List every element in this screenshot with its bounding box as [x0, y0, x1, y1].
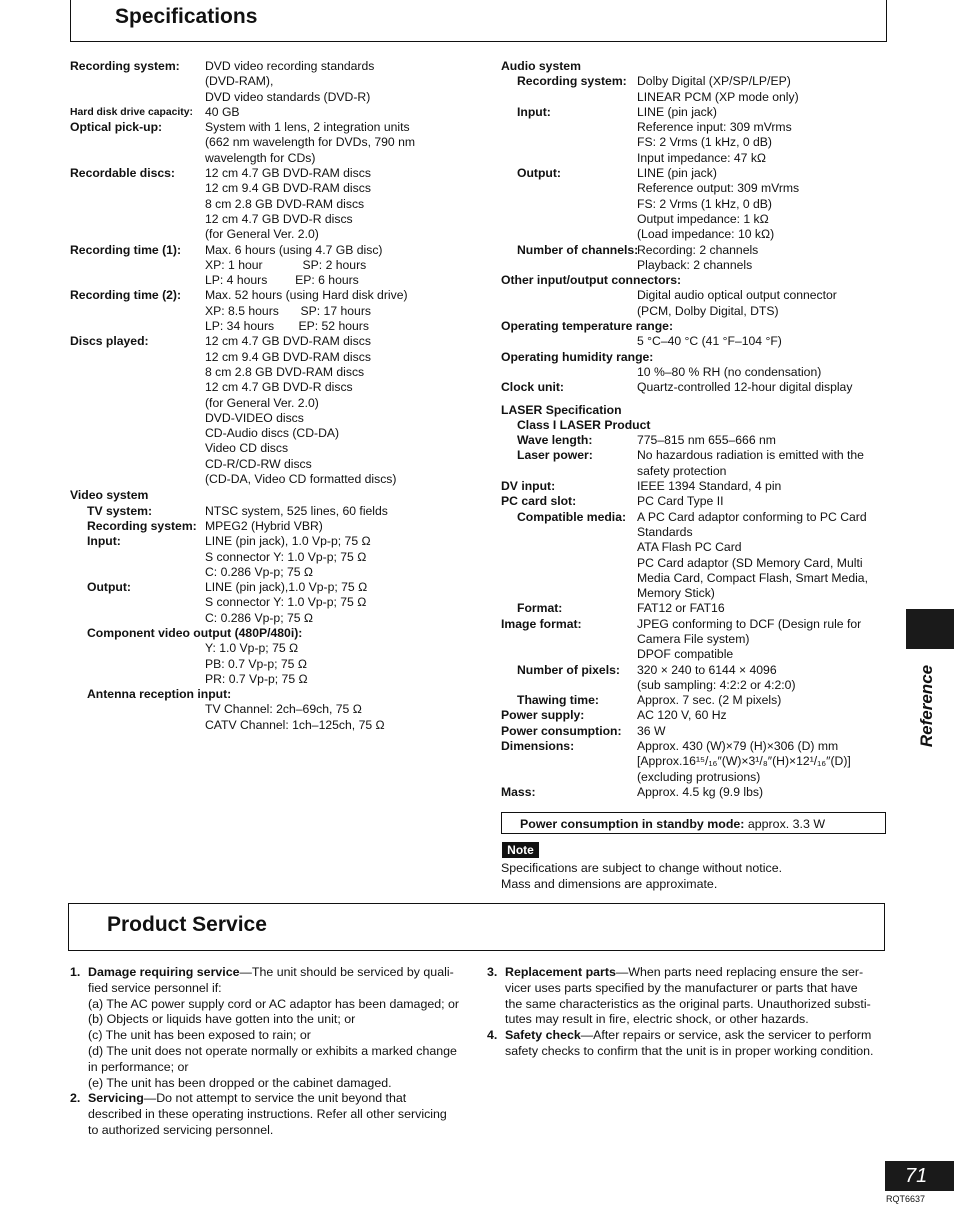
- spec-value-line: Input impedance: 47 kΩ: [637, 150, 767, 165]
- spec-value-line: Approx. 4.5 kg (9.9 lbs): [637, 784, 763, 799]
- spec-row: [70, 120, 470, 166]
- spec-value-line: 40 GB: [205, 104, 240, 119]
- spec-value-line: System with 1 lens, 2 integration units: [205, 120, 410, 135]
- service-item-number: 4.: [487, 1028, 498, 1043]
- service-item-line: [505, 997, 871, 1013]
- service-item-line: [505, 1028, 873, 1044]
- spec-label: Dimensions:: [501, 739, 575, 754]
- spec-value-line: LINE (pin jack): [637, 166, 717, 181]
- service-item: [70, 1091, 470, 1138]
- spec-value-line: C: 0.286 Vp-p; 75 Ω: [205, 610, 314, 625]
- spec-value-line: Memory Stick): [637, 586, 715, 601]
- spec-label: Input:: [87, 534, 121, 549]
- spec-row: [70, 243, 470, 289]
- misc-line: (PCM, Dolby Digital, DTS): [637, 303, 779, 318]
- spec-value-line: (excluding protrusions): [637, 769, 761, 784]
- service-item-line: [88, 1107, 447, 1123]
- service-item-line: [505, 1044, 873, 1060]
- spec-value: [637, 663, 796, 694]
- service-item-line: [88, 1044, 459, 1060]
- spec-value-line: XP: 8.5 hours SP: 17 hours: [205, 303, 371, 318]
- spec-label: Mass:: [501, 784, 536, 799]
- spec-label: Format:: [517, 601, 563, 616]
- spec-label: Recording system:: [517, 74, 627, 89]
- spec-row: [501, 693, 896, 708]
- service-item-text: (c) The unit has been exposed to rain; or: [88, 1028, 311, 1043]
- service-item-text: —When parts need replacing ensure the ser-: [615, 965, 864, 979]
- spec-label: Wave length:: [517, 433, 593, 448]
- service-item: [487, 1028, 887, 1060]
- spec-label: Input:: [517, 104, 551, 119]
- service-item-line: [88, 965, 459, 981]
- note-text: [501, 861, 782, 892]
- spec-label: Power supply:: [501, 708, 585, 723]
- spec-row: [501, 166, 896, 242]
- spec-value-line: DVD video standards (DVD-R): [205, 89, 371, 104]
- spec-row: [70, 59, 470, 105]
- right-spec-column: [501, 59, 896, 800]
- spec-label: Recording system:: [70, 59, 180, 73]
- spec-value-line: S connector Y: 1.0 Vp-p; 75 Ω: [205, 595, 367, 610]
- component-video-line: PB: 0.7 Vp-p; 75 Ω: [205, 656, 307, 671]
- spec-value-line: safety protection: [637, 463, 727, 478]
- spec-value-line: Media Card, Compact Flash, Smart Media,: [637, 570, 868, 585]
- service-item-title: Replacement parts: [505, 965, 616, 979]
- spec-row: [70, 288, 470, 334]
- service-item-line: [88, 1060, 459, 1076]
- spec-label: Thawing time:: [517, 693, 599, 708]
- spec-value-line: 12 cm 4.7 GB DVD-R discs: [205, 380, 353, 395]
- spec-label: Recording time (1):: [70, 242, 182, 257]
- section-title: Specifications: [115, 5, 258, 28]
- service-item-text: to authorized servicing personnel.: [88, 1122, 274, 1137]
- spec-value: [205, 105, 240, 120]
- laser-subheading: Class I LASER Product: [517, 417, 651, 432]
- reference-side-label: Reference: [917, 664, 936, 748]
- spec-value-line: FS: 2 Vrms (1 kHz, 0 dB): [637, 196, 772, 211]
- spec-value-line: 775–815 nm 655–666 nm: [637, 433, 776, 448]
- spec-value: [637, 380, 852, 395]
- specifications-header: [70, 0, 887, 42]
- service-item-title: Damage requiring service: [88, 965, 240, 979]
- spec-label: Hard disk drive capacity:: [70, 106, 194, 118]
- spec-value-line: No hazardous radiation is emitted with the: [637, 448, 864, 463]
- service-right-column: [487, 965, 887, 1060]
- spec-value-line: 12 cm 4.7 GB DVD-RAM discs: [205, 334, 371, 349]
- service-item-text: —After repairs or service, ask the servicer to perform: [580, 1028, 872, 1043]
- spec-value: [637, 785, 763, 800]
- page-number: 71: [885, 1161, 954, 1191]
- spec-label: Recording system:: [87, 518, 197, 533]
- service-item-text: —Do not attempt to service the unit beyond that: [143, 1091, 407, 1106]
- service-item-text: (d) The unit does not operate normally or exhibits a marked change: [88, 1043, 457, 1058]
- spec-row: [501, 724, 896, 739]
- spec-row: [70, 519, 470, 534]
- service-item-body: [505, 1028, 873, 1060]
- misc-heading: Operating temperature range:: [501, 319, 674, 334]
- spec-value: [205, 580, 367, 626]
- service-item-line: [505, 1012, 871, 1028]
- spec-value-line: Recording: 2 channels: [637, 242, 759, 257]
- spec-value: [637, 433, 776, 448]
- spec-value-line: [Approx.16¹⁵/₁₆″(W)×3¹/₈″(H)×12¹/₁₆″(D)]: [637, 754, 851, 769]
- spec-value: [637, 601, 725, 616]
- spec-value-line: LP: 34 hours EP: 52 hours: [205, 319, 369, 334]
- video-system-heading: Video system: [70, 488, 149, 503]
- spec-value: [205, 59, 374, 105]
- spec-value-line: PC Card adaptor (SD Memory Card, Multi: [637, 555, 863, 570]
- spec-value-line: 8 cm 2.8 GB DVD-RAM discs: [205, 196, 365, 211]
- service-item: [70, 965, 470, 1091]
- spec-value-line: A PC Card adaptor conforming to PC Card: [637, 509, 867, 524]
- clock-value: Quartz-controlled 12-hour digital display: [637, 380, 853, 395]
- spec-value-line: 12 cm 4.7 GB DVD-RAM discs: [205, 166, 371, 181]
- spec-row: [501, 663, 896, 694]
- spec-row: [70, 166, 470, 242]
- service-item-line: [88, 1076, 459, 1092]
- service-item-number: 2.: [70, 1091, 81, 1106]
- spec-value-line: LINE (pin jack): [637, 104, 717, 119]
- misc-heading: Operating humidity range:: [501, 349, 654, 364]
- spec-value: [205, 120, 415, 166]
- spec-value: [637, 739, 851, 785]
- spec-value-line: 12 cm 9.4 GB DVD-RAM discs: [205, 349, 371, 364]
- component-video-line: Y: 1.0 Vp-p; 75 Ω: [205, 641, 299, 656]
- spec-label: Number of channels:: [517, 242, 639, 257]
- spec-label: Compatible media:: [517, 509, 627, 524]
- spec-value-line: FAT12 or FAT16: [637, 601, 725, 616]
- standby-power-box: [501, 812, 886, 834]
- misc-line: 10 %–80 % RH (no condensation): [637, 364, 822, 379]
- spec-value-line: wavelength for CDs): [205, 150, 316, 165]
- spec-row: [501, 380, 896, 395]
- spec-row: [501, 448, 896, 479]
- spec-label: Laser power:: [517, 448, 593, 463]
- service-item-text: vicer uses parts specified by the manufacturer or parts that have: [505, 980, 858, 995]
- spec-row: [501, 243, 896, 274]
- spec-value: [637, 243, 758, 274]
- spec-value: [637, 510, 868, 602]
- spec-row: [501, 479, 896, 494]
- spec-value-line: (Load impedance: 10 kΩ): [637, 227, 775, 242]
- spec-value-line: 12 cm 9.4 GB DVD-RAM discs: [205, 181, 371, 196]
- spec-value: [637, 494, 723, 509]
- service-item-number: 1.: [70, 965, 81, 979]
- service-item-text: fied service personnel if:: [88, 980, 222, 995]
- section-title: Product Service: [107, 913, 267, 936]
- service-item-text: described in these operating instructions. Refer all other servicing: [88, 1107, 447, 1122]
- spec-label: Optical pick-up:: [70, 120, 163, 135]
- spec-value: [637, 448, 864, 479]
- spec-value-line: Playback: 2 channels: [637, 257, 753, 272]
- spec-value-line: LINEAR PCM (XP mode only): [637, 89, 799, 104]
- service-item-line: [88, 1091, 447, 1107]
- spec-row: [70, 580, 470, 626]
- spec-value-line: S connector Y: 1.0 Vp-p; 75 Ω: [205, 549, 367, 564]
- service-item-title: Safety check: [505, 1028, 581, 1043]
- spec-row: [70, 504, 470, 519]
- service-item-body: [88, 1091, 447, 1138]
- spec-value-line: DVD-VIDEO discs: [205, 410, 304, 425]
- service-item-text: (b) Objects or liquids have gotten into the unit; or: [88, 1012, 356, 1027]
- misc-heading: Other input/output connectors:: [501, 273, 682, 288]
- service-item-text: (a) The AC power supply cord or AC adaptor has been damaged; or: [88, 996, 460, 1011]
- service-item-line: [88, 997, 459, 1013]
- spec-label: DV input:: [501, 479, 556, 494]
- spec-label: Clock unit:: [501, 380, 564, 395]
- spec-value-line: DVD video recording standards: [205, 59, 375, 73]
- spec-row: [501, 510, 896, 602]
- spec-value: [205, 243, 382, 289]
- spec-value-line: (for General Ver. 2.0): [205, 227, 319, 242]
- component-video-heading: Component video output (480P/480i):: [87, 625, 303, 640]
- spec-value-line: (sub sampling: 4:2:2 or 4:2:0): [637, 677, 796, 692]
- spec-value-line: (DVD-RAM),: [205, 74, 274, 89]
- spec-label: PC card slot:: [501, 494, 577, 509]
- spec-row: [501, 494, 896, 509]
- spec-row: [70, 334, 470, 487]
- spec-value-line: IEEE 1394 Standard, 4 pin: [637, 479, 782, 494]
- spec-value-line: Max. 6 hours (using 4.7 GB disc): [205, 242, 383, 257]
- spec-value-line: ATA Flash PC Card: [637, 540, 742, 555]
- spec-value-line: PC Card Type II: [637, 494, 724, 509]
- component-video-line: PR: 0.7 Vp-p; 75 Ω: [205, 671, 308, 686]
- spec-label: Discs played:: [70, 334, 149, 349]
- service-item-text: (e) The unit has been dropped or the cabinet damaged.: [88, 1075, 392, 1090]
- spec-value-line: MPEG2 (Hybrid VBR): [205, 518, 323, 533]
- antenna-heading: Antenna reception input:: [87, 687, 232, 702]
- spec-value: [205, 534, 371, 580]
- spec-value-line: LP: 4 hours EP: 6 hours: [205, 273, 359, 288]
- misc-line: Digital audio optical output connector: [637, 288, 837, 303]
- service-item: [487, 965, 887, 1028]
- spec-value-line: NTSC system, 525 lines, 60 fields: [205, 503, 388, 518]
- spec-label: TV system:: [87, 503, 153, 518]
- document-code: RQT6637: [886, 1194, 926, 1204]
- spec-value-line: CD-Audio discs (CD-DA): [205, 426, 340, 441]
- service-item-number: 3.: [487, 965, 498, 979]
- spec-value-line: Reference input: 309 mVrms: [637, 120, 792, 135]
- spec-value-line: Approx. 7 sec. (2 M pixels): [637, 693, 782, 708]
- spec-value: [637, 693, 781, 708]
- spec-value-line: Reference output: 309 mVrms: [637, 181, 800, 196]
- spec-row: [501, 708, 896, 723]
- service-item-body: [505, 965, 871, 1028]
- spec-value-line: Max. 52 hours (using Hard disk drive): [205, 288, 408, 303]
- service-item-text: the same characteristics as the original parts. Unauthorized substi-: [505, 996, 871, 1011]
- note-line: Mass and dimensions are approximate.: [501, 876, 718, 891]
- spec-value-line: Approx. 430 (W)×79 (H)×306 (D) mm: [637, 739, 839, 754]
- spec-value-line: CD-R/CD-RW discs: [205, 456, 312, 471]
- service-item-line: [505, 965, 871, 981]
- spec-value-line: Video CD discs: [205, 441, 289, 456]
- note-line: Specifications are subject to change without notice.: [501, 861, 783, 875]
- spec-value: [637, 617, 861, 663]
- spec-value-line: (CD-DA, Video CD formatted discs): [205, 472, 397, 487]
- spec-value-line: Camera File system): [637, 631, 750, 646]
- spec-label: Image format:: [501, 616, 582, 631]
- left-spec-column: [70, 59, 470, 733]
- spec-value-line: (662 nm wavelength for DVDs, 790 nm: [205, 135, 415, 150]
- spec-value: [205, 166, 371, 242]
- standby-label: Power consumption in standby mode:: [520, 817, 745, 831]
- spec-value-line: (for General Ver. 2.0): [205, 395, 319, 410]
- spec-value: [637, 166, 799, 242]
- spec-label: Number of pixels:: [517, 662, 620, 677]
- spec-value-line: 12 cm 4.7 GB DVD-R discs: [205, 211, 353, 226]
- spec-value: [637, 74, 799, 105]
- misc-line: 5 °C–40 °C (41 °F–104 °F): [637, 334, 782, 349]
- spec-value-line: 36 W: [637, 723, 666, 738]
- service-item-line: [505, 981, 871, 997]
- service-item-text: safety checks to confirm that the unit is in proper working condition.: [505, 1043, 874, 1058]
- spec-value-line: Dolby Digital (XP/SP/LP/EP): [637, 74, 791, 89]
- service-item-line: [88, 981, 459, 997]
- spec-value-line: AC 120 V, 60 Hz: [637, 708, 727, 723]
- spec-value: [205, 504, 388, 519]
- service-item-text: tutes may result in fire, electric shock, or other hazards.: [505, 1012, 809, 1027]
- standby-value: approx. 3.3 W: [744, 817, 826, 831]
- spec-row: [501, 739, 896, 785]
- spec-row: [70, 534, 470, 580]
- audio-system-heading: Audio system: [501, 59, 581, 73]
- service-item-line: [88, 1012, 459, 1028]
- service-left-column: [70, 965, 470, 1139]
- service-item-body: [88, 965, 459, 1091]
- spec-value: [205, 519, 323, 534]
- note-badge: Note: [502, 842, 539, 858]
- spec-value-line: DPOF compatible: [637, 647, 734, 662]
- service-item-text: —The unit should be serviced by quali-: [239, 965, 454, 979]
- spec-label: Output:: [87, 580, 131, 595]
- spec-value-line: LINE (pin jack), 1.0 Vp-p; 75 Ω: [205, 534, 371, 549]
- spec-value-line: LINE (pin jack),1.0 Vp-p; 75 Ω: [205, 580, 368, 595]
- spec-row: [501, 785, 896, 800]
- service-item-title: Servicing: [88, 1091, 144, 1106]
- spec-label: Recordable discs:: [70, 166, 175, 181]
- spec-value-line: JPEG conforming to DCF (Design rule for: [637, 616, 862, 631]
- spec-row: [501, 617, 896, 663]
- antenna-line: TV Channel: 2ch–69ch, 75 Ω: [205, 702, 362, 717]
- spec-row: [501, 433, 896, 448]
- spec-row: [501, 74, 896, 105]
- spec-value-line: FS: 2 Vrms (1 kHz, 0 dB): [637, 135, 772, 150]
- service-item-line: [88, 1123, 447, 1139]
- spec-label: Recording time (2):: [70, 288, 182, 303]
- spec-value-line: C: 0.286 Vp-p; 75 Ω: [205, 564, 314, 579]
- service-item-text: in performance; or: [88, 1059, 189, 1074]
- spec-value: [205, 288, 408, 334]
- spec-value-line: Standards: [637, 524, 693, 539]
- spec-value: [637, 724, 665, 739]
- spec-row: [501, 105, 896, 166]
- spec-label: Output:: [517, 166, 561, 181]
- spec-value-line: XP: 1 hour SP: 2 hours: [205, 257, 367, 272]
- spec-value-line: Output impedance: 1 kΩ: [637, 211, 769, 226]
- spec-value: [637, 105, 792, 166]
- spec-row: [70, 105, 470, 120]
- spec-value: [637, 479, 781, 494]
- spec-row: [501, 601, 896, 616]
- spec-value-line: 8 cm 2.8 GB DVD-RAM discs: [205, 364, 365, 379]
- spec-value: [205, 334, 396, 487]
- product-service-header: [68, 903, 885, 951]
- spec-value: [637, 708, 727, 723]
- spec-label: Power consumption:: [501, 723, 622, 738]
- laser-heading: LASER Specification: [501, 402, 622, 417]
- antenna-line: CATV Channel: 1ch–125ch, 75 Ω: [205, 717, 385, 732]
- reference-tab-block: [906, 609, 954, 649]
- spec-value-line: 320 × 240 to 6144 × 4096: [637, 662, 777, 677]
- service-item-line: [88, 1028, 459, 1044]
